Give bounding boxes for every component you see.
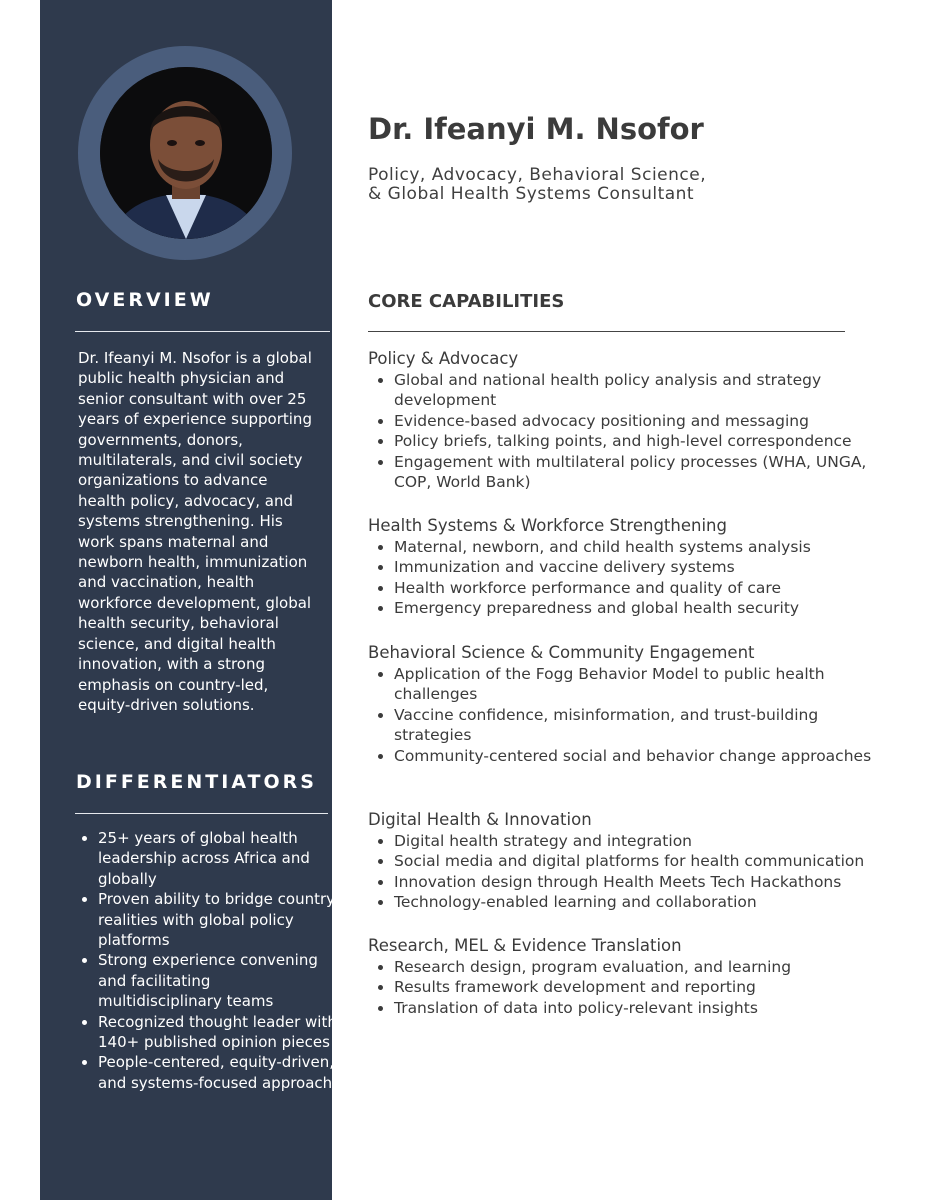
- capability-title: Behavioral Science & Community Engagement: [368, 643, 755, 662]
- list-item: • Proven ability to bridge country realities with global policy platforms: [98, 889, 338, 950]
- job-title-line-1: Policy, Advocacy, Behavioral Science,: [368, 165, 707, 185]
- list-item: • Health workforce performance and quality of care: [394, 578, 888, 598]
- person-name: Dr. Ifeanyi M. Nsofor: [368, 112, 704, 146]
- list-item: • Technology-enabled learning and collaboration: [394, 892, 888, 912]
- core-capabilities-divider: [368, 331, 845, 332]
- capability-title: Research, MEL & Evidence Translation: [368, 936, 682, 955]
- capability-health-systems: [368, 515, 888, 619]
- list-item: • Results framework development and reporting: [394, 977, 888, 997]
- core-capabilities-heading: CORE CAPABILITIES: [368, 291, 565, 312]
- list-item: • Recognized thought leader with 140+ published opinion pieces: [98, 1012, 338, 1053]
- capability-title: Digital Health & Innovation: [368, 810, 592, 829]
- capability-list: [368, 664, 888, 766]
- overview-text: Dr. Ifeanyi M. Nsofor is a global public health physician and senior consultant with over 25 years of experience supporting governments, donors, multilaterals, and civil society organizations to advance health policy, advocacy, and systems strengthening. His work spans maternal and newborn health, immunization and vaccination, health workforce development, global health security, behavioral science, and digital health innovation, with a strong emphasis on country-led, equity-driven solutions.: [78, 349, 312, 714]
- capability-list: [368, 831, 888, 913]
- portrait-image: [100, 67, 272, 239]
- list-item: • Vaccine confidence, misinformation, and trust-building strategies: [394, 705, 888, 746]
- list-item: • Innovation design through Health Meets Tech Hackathons: [394, 872, 888, 892]
- list-item: • Social media and digital platforms for health communication: [394, 851, 888, 871]
- list-item: • Research design, program evaluation, and learning: [394, 957, 888, 977]
- capability-behavioral-science: [368, 642, 888, 766]
- capability-title: Health Systems & Workforce Strengthening: [368, 516, 727, 535]
- list-item: • Translation of data into policy-relevant insights: [394, 998, 888, 1018]
- list-item: • Community-centered social and behavior change approaches: [394, 746, 888, 766]
- list-item: • Emergency preparedness and global health security: [394, 598, 888, 618]
- capability-title: Policy & Advocacy: [368, 349, 519, 368]
- capability-list: [368, 537, 888, 619]
- differentiators-divider: [75, 813, 328, 814]
- job-title-line-2: & Global Health Systems Consultant: [368, 184, 695, 204]
- differentiators-heading: DIFFERENTIATORS: [76, 771, 317, 793]
- profile-photo: [100, 67, 272, 239]
- capability-research-mel: [368, 935, 888, 1018]
- list-item: • Maternal, newborn, and child health systems analysis: [394, 537, 888, 557]
- differentiators-list: [78, 828, 338, 1093]
- job-title: [368, 166, 848, 204]
- list-item: • Digital health strategy and integration: [394, 831, 888, 851]
- capability-list: [368, 370, 888, 492]
- capability-list: [368, 957, 888, 1018]
- list-item: • Immunization and vaccine delivery systems: [394, 557, 888, 577]
- list-item: • Policy briefs, talking points, and high-level correspondence: [394, 431, 888, 451]
- list-item: • Application of the Fogg Behavior Model to public health challenges: [394, 664, 888, 705]
- list-item: • Evidence-based advocacy positioning and messaging: [394, 411, 888, 431]
- list-item: • Global and national health policy analysis and strategy development: [394, 370, 888, 411]
- list-item: • People-centered, equity-driven, and systems-focused approach: [98, 1052, 338, 1093]
- capability-digital-health: [368, 809, 888, 913]
- capability-policy-advocacy: [368, 348, 888, 492]
- list-item: • 25+ years of global health leadership across Africa and globally: [98, 828, 338, 889]
- list-item: • Engagement with multilateral policy processes (WHA, UNGA, COP, World Bank): [394, 452, 888, 493]
- list-item: • Strong experience convening and facilitating multidisciplinary teams: [98, 950, 338, 1011]
- overview-divider: [75, 331, 330, 332]
- overview-heading: OVERVIEW: [76, 289, 214, 311]
